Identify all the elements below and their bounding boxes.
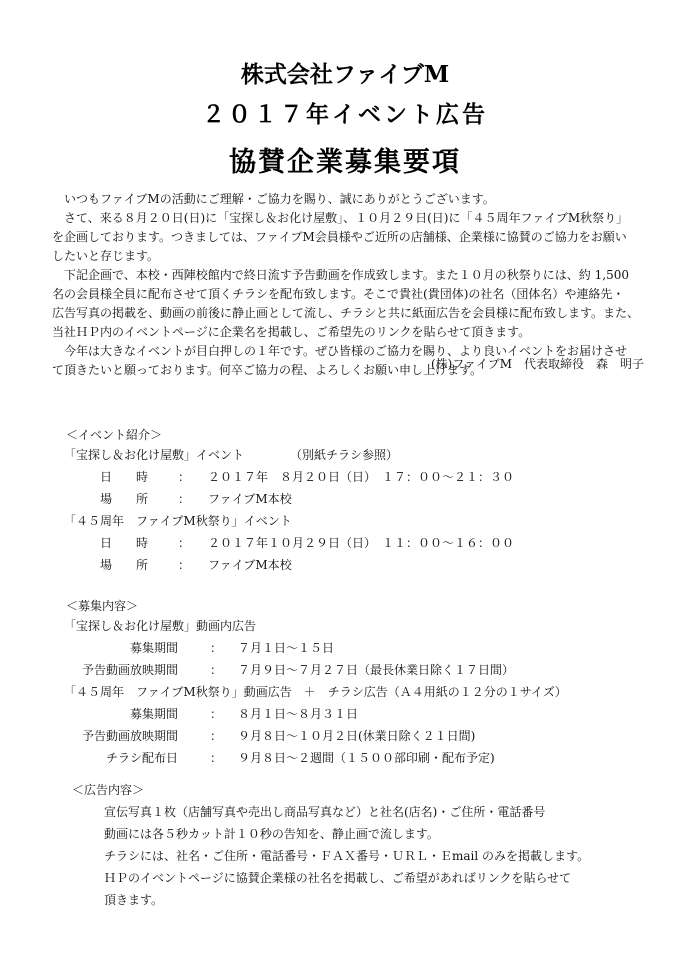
date-label: 日 時 — [100, 536, 149, 550]
event1-name: 「宝探し＆お化け屋敷」イベント — [64, 448, 245, 462]
ad-line: 宣伝写真１枚（店舗写真や売出し商品写真など）と社名(店名)・ご住所・電話番号 — [104, 805, 546, 819]
event2-date: ２０１７年１０月２９日（日） １１：００～１６：００ — [208, 536, 515, 550]
item2-name: 「４５周年 ファイブM秋祭り」動画広告 ＋ チラシ広告（Ａ４用紙の１２分の１サイズ） — [64, 685, 567, 699]
colon: ： — [210, 751, 223, 765]
colon: ： — [178, 470, 191, 484]
intro-line: 今年は大きなイベントが目白押しの１年です。ぜひ皆様のご協力を賜り、より良いイベントをお届けさせ — [64, 344, 628, 358]
event2-date-row — [100, 534, 660, 550]
event1-date-row — [100, 468, 660, 484]
colon: ： — [178, 492, 191, 506]
screen-label: 予告動画放映期間 — [82, 729, 179, 743]
item2-screen-row — [60, 727, 680, 743]
intro-line: 広告写真の掲載を、動画の前後に静止画として流し、チラシと共に紙面広告を会員様に配布致します。また、 — [52, 306, 640, 320]
period-label: 募集期間 — [130, 707, 179, 721]
event1-note: （別紙チラシ参照） — [290, 448, 399, 462]
place-label: 場 所 — [100, 492, 149, 506]
item2-screen: ９月８日～１０月２日(休業日除く２１日間) — [238, 729, 476, 743]
item2-flyer: ９月８日～２週間（１５００部印刷・配布予定) — [238, 751, 495, 765]
place-label: 場 所 — [100, 558, 149, 572]
intro-line: を企画しております。つきましては、ファイブM会員様やご近所の店舗様、企業様に協賛のご協力をお願い — [52, 230, 627, 244]
date-label: 日 時 — [100, 470, 149, 484]
sponsor-recruit-title: 協賛企業募集要項 — [229, 147, 461, 178]
intro-line: さて、来る８月２０日(日)に「宝探し＆お化け屋敷」、１０月２９日(日)に「４５周年ファイブM秋祭り」 — [64, 211, 629, 225]
signature: (株)ファイブM 代表取締役 森 明子 — [430, 357, 644, 371]
intro-line: 名の会員様全員に配布させて頂くチラシを配布致します。そこで貴社(貴団体)の社名（団体名）や連絡先・ — [52, 287, 625, 301]
event1-place: ファイブM本校 — [208, 492, 292, 506]
colon: ： — [210, 729, 223, 743]
intro-line: 下記企画で、本校・西陣校館内で終日流す予告動画を作成致します。また１０月の秋祭りには、約 1,500 — [64, 268, 629, 282]
item1-screen: ７月９日～７月２７日（最長休業日除く１７日間） — [238, 663, 515, 677]
intro-line: いつもファイブMの活動にご理解・ご協力を賜り、誠にありがとうございます。 — [64, 192, 495, 206]
item1-screen-row — [60, 661, 680, 677]
colon: ： — [210, 663, 223, 677]
item2-period: ８月１日～８月３１日 — [238, 707, 359, 721]
screen-label: 予告動画放映期間 — [82, 663, 179, 677]
item1-period-row — [60, 639, 660, 655]
events-heading: ＜イベント紹介＞ — [66, 428, 163, 442]
intro-paragraph — [52, 190, 664, 380]
company-title: 株式会社ファイブM — [240, 61, 450, 88]
intro-line: て頂きたいと願っております。何卒ご協力の程、よろしくお願い申し上げます。 — [52, 363, 483, 377]
colon: ： — [210, 707, 223, 721]
event2-place: ファイブM本校 — [208, 558, 292, 572]
ad-line: ＨＰのイベントページに協賛企業様の社名を掲載し、ご希望があればリンクを貼らせて — [104, 871, 572, 885]
event-ad-title: ２０１７年イベント広告 — [202, 101, 488, 128]
event2-place-row — [100, 556, 660, 572]
colon: ： — [210, 641, 223, 655]
colon: ： — [178, 536, 191, 550]
recruit-heading: ＜募集内容＞ — [66, 599, 139, 613]
intro-line: 当社ＨＰ内のイベントページに企業名を掲載し、ご希望先のリンクを貼らせて頂きます。 — [52, 325, 531, 339]
ad-heading: ＜広告内容＞ — [72, 783, 145, 797]
event1-place-row — [100, 490, 660, 506]
flyer-label: チラシ配布日 — [106, 751, 179, 765]
item1-period: ７月１日～１５日 — [238, 641, 335, 655]
event1-row — [64, 446, 664, 462]
intro-line: したいと存じます。 — [52, 249, 160, 263]
item2-flyer-row — [60, 749, 680, 765]
item1-name: 「宝探し＆お化け屋敷」動画内広告 — [64, 619, 257, 633]
ad-line: 動画には各５秒カット計１０秒の告知を、静止画で流します。 — [104, 827, 439, 841]
ad-line: チラシには、社名・ご住所・電話番号・ＦＡＸ番号・ＵＲＬ・Ｅmail のみを掲載します。 — [104, 849, 590, 863]
event1-date: ２０１７年 ８月２０日（日） １７：００～２１：３０ — [208, 470, 515, 484]
ad-line: 頂きます。 — [104, 893, 164, 907]
period-label: 募集期間 — [130, 641, 179, 655]
item2-period-row — [60, 705, 660, 721]
event2-name: 「４５周年 ファイブM秋祭り」イベント — [64, 514, 292, 528]
colon: ： — [178, 558, 191, 572]
